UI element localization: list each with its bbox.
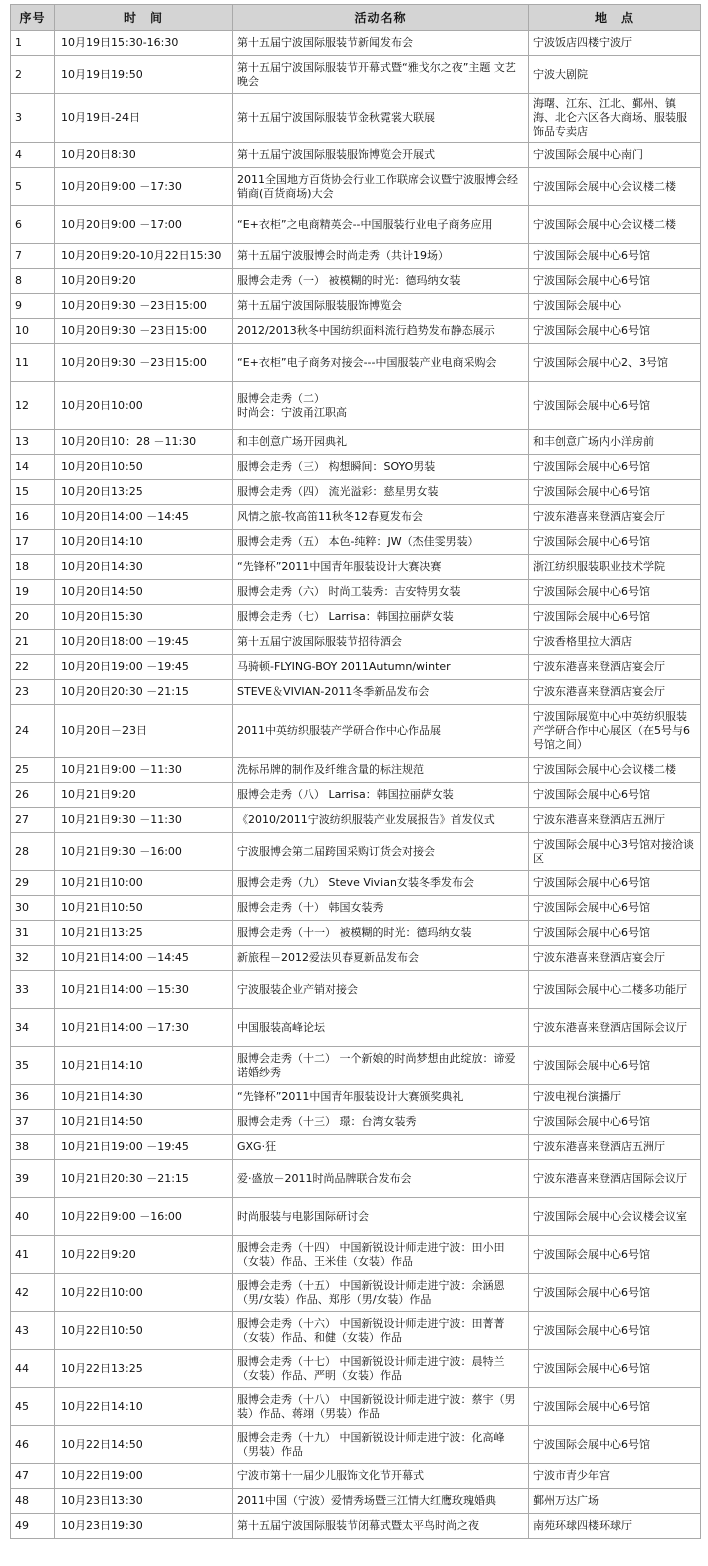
cell-no: 26 [11, 783, 55, 808]
table-row [11, 680, 701, 705]
cell-no: 29 [11, 871, 55, 896]
cell-time: 10月20日9:30 －23日15:00 [55, 344, 233, 382]
cell-place: 宁波国际会展中心会议楼会议室 [529, 1198, 701, 1236]
table-row [11, 143, 701, 168]
cell-place: 宁波国际会展中心会议楼二楼 [529, 758, 701, 783]
cell-name: “E+衣柜”之电商精英会--中国服装行业电子商务应用 [233, 206, 529, 244]
cell-name: 服博会走秀（一） 被模糊的时光：德玛纳女装 [233, 269, 529, 294]
cell-place: 宁波国际会展中心3号馆对接洽谈区 [529, 833, 701, 871]
cell-time: 10月20日15:30 [55, 605, 233, 630]
cell-name: 新旅程－2012爱法贝春夏新品发布会 [233, 946, 529, 971]
table-row [11, 971, 701, 1009]
cell-place: 宁波国际会展中心6号馆 [529, 1388, 701, 1426]
cell-time: 10月20日－23日 [55, 705, 233, 758]
cell-place: 宁波国际会展中心6号馆 [529, 783, 701, 808]
cell-name: 第十五届宁波服博会时尚走秀（共计19场） [233, 244, 529, 269]
table-row [11, 1160, 701, 1198]
cell-time: 10月21日13:25 [55, 921, 233, 946]
cell-no: 13 [11, 430, 55, 455]
cell-name: 服博会走秀（十九） 中国新锐设计师走进宁波：化高峰（男装）作品 [233, 1426, 529, 1464]
cell-time: 10月20日13:25 [55, 480, 233, 505]
cell-place: 浙江纺织服装职业技术学院 [529, 555, 701, 580]
cell-name: 第十五届宁波国际服装节金秋霓裳大联展 [233, 94, 529, 143]
cell-place: 宁波国际会展中心6号馆 [529, 319, 701, 344]
table-row [11, 430, 701, 455]
cell-time: 10月22日14:50 [55, 1426, 233, 1464]
cell-place: 南苑环球四楼环球厅 [529, 1514, 701, 1539]
table-row [11, 168, 701, 206]
cell-name: 服博会走秀（四） 流光溢彩：慈星男女装 [233, 480, 529, 505]
cell-no: 2 [11, 56, 55, 94]
header-no: 序号 [11, 5, 55, 31]
cell-time: 10月20日19:00 －19:45 [55, 655, 233, 680]
cell-no: 17 [11, 530, 55, 555]
cell-time: 10月22日13:25 [55, 1350, 233, 1388]
cell-place: 宁波国际会展中心 [529, 294, 701, 319]
cell-time: 10月20日20:30 －21:15 [55, 680, 233, 705]
cell-place: 宁波国际会展中心6号馆 [529, 382, 701, 430]
cell-time: 10月20日14:30 [55, 555, 233, 580]
cell-place: 宁波国际会展中心6号馆 [529, 871, 701, 896]
table-row [11, 871, 701, 896]
table-row [11, 1489, 701, 1514]
cell-place: 宁波国际会展中心6号馆 [529, 530, 701, 555]
cell-time: 10月21日10:50 [55, 896, 233, 921]
cell-place: 宁波国际会展中心会议楼二楼 [529, 206, 701, 244]
cell-time: 10月20日14:50 [55, 580, 233, 605]
cell-time: 10月22日19:00 [55, 1464, 233, 1489]
cell-place: 宁波国际会展中心6号馆 [529, 605, 701, 630]
cell-place: 宁波国际会展中心6号馆 [529, 1426, 701, 1464]
cell-time: 10月22日9:00 －16:00 [55, 1198, 233, 1236]
cell-time: 10月23日19:30 [55, 1514, 233, 1539]
cell-name: 服博会走秀（十三） 璟：台湾女装秀 [233, 1110, 529, 1135]
cell-place: 宁波国际会展中心会议楼二楼 [529, 168, 701, 206]
cell-place: 宁波国际会展中心6号馆 [529, 1047, 701, 1085]
cell-no: 25 [11, 758, 55, 783]
table-row [11, 896, 701, 921]
cell-no: 22 [11, 655, 55, 680]
cell-time: 10月20日18:00 －19:45 [55, 630, 233, 655]
cell-time: 10月22日10:50 [55, 1312, 233, 1350]
schedule-container [10, 4, 701, 1539]
cell-name: 和丰创意广场开园典礼 [233, 430, 529, 455]
cell-place: 宁波国际会展中心南门 [529, 143, 701, 168]
table-row [11, 555, 701, 580]
table-row [11, 344, 701, 382]
table-header-row [11, 5, 701, 31]
cell-no: 42 [11, 1274, 55, 1312]
cell-time: 10月21日14:00 －14:45 [55, 946, 233, 971]
cell-no: 48 [11, 1489, 55, 1514]
table-row [11, 1312, 701, 1350]
cell-place: 海曙、江东、江北、鄞州、镇海、北仑六区各大商场、服装服饰品专卖店 [529, 94, 701, 143]
cell-no: 16 [11, 505, 55, 530]
cell-name: 2012/2013秋冬中国纺织面料流行趋势发布静态展示 [233, 319, 529, 344]
cell-name: 服博会走秀（十一） 被模糊的时光：德玛纳女装 [233, 921, 529, 946]
cell-no: 30 [11, 896, 55, 921]
table-row [11, 1426, 701, 1464]
cell-no: 47 [11, 1464, 55, 1489]
cell-time: 10月21日14:10 [55, 1047, 233, 1085]
cell-place: 宁波国际会展中心6号馆 [529, 896, 701, 921]
cell-name: 服博会走秀（十七） 中国新锐设计师走进宁波：晨特兰（女装）作品、严明（女装）作品 [233, 1350, 529, 1388]
cell-time: 10月23日13:30 [55, 1489, 233, 1514]
cell-place: 宁波电视台演播厅 [529, 1085, 701, 1110]
cell-name: 服博会走秀（十八） 中国新锐设计师走进宁波：蔡宇（男装）作品、蒋翊（男装）作品 [233, 1388, 529, 1426]
table-row [11, 1009, 701, 1047]
cell-place: 宁波东港喜来登酒店宴会厅 [529, 680, 701, 705]
cell-name: STEVE＆VIVIAN-2011冬季新品发布会 [233, 680, 529, 705]
cell-no: 8 [11, 269, 55, 294]
table-row [11, 244, 701, 269]
cell-time: 10月21日14:00 －15:30 [55, 971, 233, 1009]
cell-time: 10月21日9:20 [55, 783, 233, 808]
cell-name: 风情之旅-牧高笛11秋冬12春夏发布会 [233, 505, 529, 530]
cell-no: 34 [11, 1009, 55, 1047]
cell-time: 10月20日8:30 [55, 143, 233, 168]
cell-no: 24 [11, 705, 55, 758]
table-row [11, 1110, 701, 1135]
cell-time: 10月20日9:00 －17:30 [55, 168, 233, 206]
table-row [11, 808, 701, 833]
cell-time: 10月20日10：28 －11:30 [55, 430, 233, 455]
table-row [11, 294, 701, 319]
cell-place: 宁波东港喜来登酒店五洲厅 [529, 1135, 701, 1160]
cell-no: 35 [11, 1047, 55, 1085]
cell-name: 中国服装高峰论坛 [233, 1009, 529, 1047]
cell-place: 宁波国际会展中心6号馆 [529, 580, 701, 605]
cell-name: “先锋杯”2011中国青年服装设计大赛决赛 [233, 555, 529, 580]
cell-no: 6 [11, 206, 55, 244]
schedule-table [10, 4, 701, 1539]
cell-place: 宁波市青少年宫 [529, 1464, 701, 1489]
cell-name: 第十五届宁波国际服装节招待酒会 [233, 630, 529, 655]
header-place: 地 点 [529, 5, 701, 31]
cell-name: 第十五届宁波国际服装服饰博览会开展式 [233, 143, 529, 168]
cell-name: 服博会走秀（二） 时尚会：宁波甬江职高 [233, 382, 529, 430]
cell-time: 10月19日15:30-16:30 [55, 31, 233, 56]
table-row [11, 1198, 701, 1236]
cell-name: 第十五届宁波国际服装节新闻发布会 [233, 31, 529, 56]
table-row [11, 1236, 701, 1274]
cell-time: 10月22日10:00 [55, 1274, 233, 1312]
cell-time: 10月20日10:50 [55, 455, 233, 480]
cell-place: 宁波国际会展中心6号馆 [529, 1236, 701, 1274]
cell-time: 10月21日9:30 －11:30 [55, 808, 233, 833]
cell-name: 服博会走秀（八） Larrisa：韩国拉丽萨女装 [233, 783, 529, 808]
cell-no: 23 [11, 680, 55, 705]
cell-no: 21 [11, 630, 55, 655]
cell-no: 1 [11, 31, 55, 56]
cell-name: 服博会走秀（十二） 一个新娘的时尚梦想由此绽放：谛爱诺婚纱秀 [233, 1047, 529, 1085]
cell-name: 爱·盛放－2011时尚品牌联合发布会 [233, 1160, 529, 1198]
cell-name: 2011全国地方百货协会行业工作联席会议暨宁波服博会经销商(百货商场)大会 [233, 168, 529, 206]
cell-no: 7 [11, 244, 55, 269]
cell-name: 第十五届宁波国际服装节闭幕式暨太平鸟时尚之夜 [233, 1514, 529, 1539]
table-row [11, 455, 701, 480]
cell-name: 服博会走秀（十四） 中国新锐设计师走进宁波：田小田（女装）作品、王米佳（女装）作品 [233, 1236, 529, 1274]
table-row [11, 1514, 701, 1539]
table-row [11, 94, 701, 143]
table-row [11, 758, 701, 783]
cell-no: 14 [11, 455, 55, 480]
cell-place: 宁波东港喜来登酒店宴会厅 [529, 946, 701, 971]
cell-no: 40 [11, 1198, 55, 1236]
cell-no: 46 [11, 1426, 55, 1464]
cell-no: 10 [11, 319, 55, 344]
cell-no: 49 [11, 1514, 55, 1539]
cell-time: 10月22日9:20 [55, 1236, 233, 1274]
cell-time: 10月21日14:30 [55, 1085, 233, 1110]
cell-place: 宁波大剧院 [529, 56, 701, 94]
cell-place: 宁波国际会展中心二楼多功能厅 [529, 971, 701, 1009]
cell-name: 服博会走秀（六） 时尚工装秀：吉安特男女装 [233, 580, 529, 605]
cell-name: 宁波市第十一届少儿服饰文化节开幕式 [233, 1464, 529, 1489]
cell-time: 10月19日19:50 [55, 56, 233, 94]
cell-place: 宁波国际会展中心6号馆 [529, 921, 701, 946]
table-row [11, 580, 701, 605]
cell-no: 12 [11, 382, 55, 430]
table-row [11, 480, 701, 505]
cell-name: 马骑顿-FLYING-BOY 2011Autumn/winter [233, 655, 529, 680]
cell-no: 33 [11, 971, 55, 1009]
cell-no: 18 [11, 555, 55, 580]
cell-no: 3 [11, 94, 55, 143]
cell-time: 10月21日9:00 －11:30 [55, 758, 233, 783]
cell-place: 宁波国际会展中心6号馆 [529, 1274, 701, 1312]
cell-time: 10月20日14:10 [55, 530, 233, 555]
cell-no: 44 [11, 1350, 55, 1388]
table-row [11, 1274, 701, 1312]
cell-time: 10月22日14:10 [55, 1388, 233, 1426]
cell-name: 服博会走秀（九） Steve Vivian女装冬季发布会 [233, 871, 529, 896]
cell-no: 19 [11, 580, 55, 605]
cell-place: 宁波国际会展中心6号馆 [529, 1312, 701, 1350]
cell-time: 10月20日10:00 [55, 382, 233, 430]
cell-place: 和丰创意广场内小洋房前 [529, 430, 701, 455]
cell-place: 宁波饭店四楼宁波厅 [529, 31, 701, 56]
cell-name: 宁波服装企业产销对接会 [233, 971, 529, 1009]
table-row [11, 206, 701, 244]
table-row [11, 382, 701, 430]
cell-no: 38 [11, 1135, 55, 1160]
cell-time: 10月20日9:20 [55, 269, 233, 294]
cell-place: 宁波东港喜来登酒店国际会议厅 [529, 1160, 701, 1198]
table-row [11, 655, 701, 680]
cell-no: 4 [11, 143, 55, 168]
cell-place: 宁波香格里拉大酒店 [529, 630, 701, 655]
table-row [11, 1135, 701, 1160]
table-row [11, 56, 701, 94]
cell-name: 服博会走秀（三） 构想瞬间：SOYO男装 [233, 455, 529, 480]
cell-name: 宁波服博会第二届跨国采购订货会对接会 [233, 833, 529, 871]
cell-no: 39 [11, 1160, 55, 1198]
table-row [11, 505, 701, 530]
table-row [11, 605, 701, 630]
table-row [11, 1388, 701, 1426]
cell-name: 2011中英纺织服装产学研合作中心作品展 [233, 705, 529, 758]
table-row [11, 1464, 701, 1489]
cell-time: 10月20日14:00 －14:45 [55, 505, 233, 530]
cell-place: 宁波国际会展中心6号馆 [529, 269, 701, 294]
cell-place: 宁波国际会展中心6号馆 [529, 1350, 701, 1388]
header-time: 时 间 [55, 5, 233, 31]
cell-no: 36 [11, 1085, 55, 1110]
cell-no: 9 [11, 294, 55, 319]
header-name: 活动名称 [233, 5, 529, 31]
cell-no: 20 [11, 605, 55, 630]
table-row [11, 319, 701, 344]
cell-name: 服博会走秀（十六） 中国新锐设计师走进宁波：田菁菁（女装）作品、和健（女装）作品 [233, 1312, 529, 1350]
table-row [11, 269, 701, 294]
cell-no: 37 [11, 1110, 55, 1135]
cell-place: 宁波国际展览中心中英纺织服装产学研合作中心展区（在5号与6号馆之间） [529, 705, 701, 758]
cell-place: 宁波东港喜来登酒店五洲厅 [529, 808, 701, 833]
cell-no: 43 [11, 1312, 55, 1350]
table-row [11, 1085, 701, 1110]
table-row [11, 783, 701, 808]
cell-no: 27 [11, 808, 55, 833]
cell-name: 服博会走秀（七） Larrisa：韩国拉丽萨女装 [233, 605, 529, 630]
table-row [11, 833, 701, 871]
cell-place: 宁波东港喜来登酒店宴会厅 [529, 655, 701, 680]
cell-name: “先锋杯”2011中国青年服装设计大赛颁奖典礼 [233, 1085, 529, 1110]
cell-name: 时尚服装与电影国际研讨会 [233, 1198, 529, 1236]
cell-time: 10月20日9:30 －23日15:00 [55, 294, 233, 319]
table-row [11, 705, 701, 758]
cell-name: 服博会走秀（五） 本色-纯粹：JW（杰佳雯男装） [233, 530, 529, 555]
cell-place: 宁波东港喜来登酒店宴会厅 [529, 505, 701, 530]
cell-name: 服博会走秀（十） 韩国女装秀 [233, 896, 529, 921]
cell-place: 宁波国际会展中心2、3号馆 [529, 344, 701, 382]
cell-name: 2011中国（宁波）爱情秀场暨三江情大红鹰玫瑰婚典 [233, 1489, 529, 1514]
cell-time: 10月21日9:30 －16:00 [55, 833, 233, 871]
cell-name: “E+衣柜”电子商务对接会---中国服装产业电商采购会 [233, 344, 529, 382]
cell-no: 5 [11, 168, 55, 206]
cell-name: 第十五届宁波国际服装服饰博览会 [233, 294, 529, 319]
cell-time: 10月19日-24日 [55, 94, 233, 143]
table-row [11, 630, 701, 655]
cell-time: 10月21日20:30 －21:15 [55, 1160, 233, 1198]
cell-name: 《2010/2011宁波纺织服装产业发展报告》首发仪式 [233, 808, 529, 833]
table-row [11, 31, 701, 56]
cell-time: 10月21日19:00 －19:45 [55, 1135, 233, 1160]
cell-time: 10月21日14:00 －17:30 [55, 1009, 233, 1047]
cell-name: 服博会走秀（十五） 中国新锐设计师走进宁波：余涵恩（男/女装）作品、郑彤（男/女装）作品 [233, 1274, 529, 1312]
table-row [11, 921, 701, 946]
cell-no: 32 [11, 946, 55, 971]
table-row [11, 946, 701, 971]
cell-place: 宁波国际会展中心6号馆 [529, 244, 701, 269]
cell-place: 鄞州万达广场 [529, 1489, 701, 1514]
cell-time: 10月20日9:20-10月22日15:30 [55, 244, 233, 269]
cell-no: 45 [11, 1388, 55, 1426]
table-row [11, 1350, 701, 1388]
table-row [11, 530, 701, 555]
table-row [11, 1047, 701, 1085]
cell-no: 41 [11, 1236, 55, 1274]
cell-no: 31 [11, 921, 55, 946]
cell-time: 10月20日9:00 －17:00 [55, 206, 233, 244]
cell-name: 洗标吊牌的制作及纤维含量的标注规范 [233, 758, 529, 783]
cell-place: 宁波国际会展中心6号馆 [529, 480, 701, 505]
cell-place: 宁波国际会展中心6号馆 [529, 1110, 701, 1135]
cell-name: GXG·狂 [233, 1135, 529, 1160]
cell-place: 宁波东港喜来登酒店国际会议厅 [529, 1009, 701, 1047]
cell-time: 10月21日14:50 [55, 1110, 233, 1135]
table-body [11, 31, 701, 1539]
cell-time: 10月21日10:00 [55, 871, 233, 896]
cell-name: 第十五届宁波国际服装节开幕式暨“雅戈尔之夜”主题 文艺晚会 [233, 56, 529, 94]
cell-no: 15 [11, 480, 55, 505]
cell-place: 宁波国际会展中心6号馆 [529, 455, 701, 480]
cell-time: 10月20日9:30 －23日15:00 [55, 319, 233, 344]
cell-no: 11 [11, 344, 55, 382]
cell-no: 28 [11, 833, 55, 871]
